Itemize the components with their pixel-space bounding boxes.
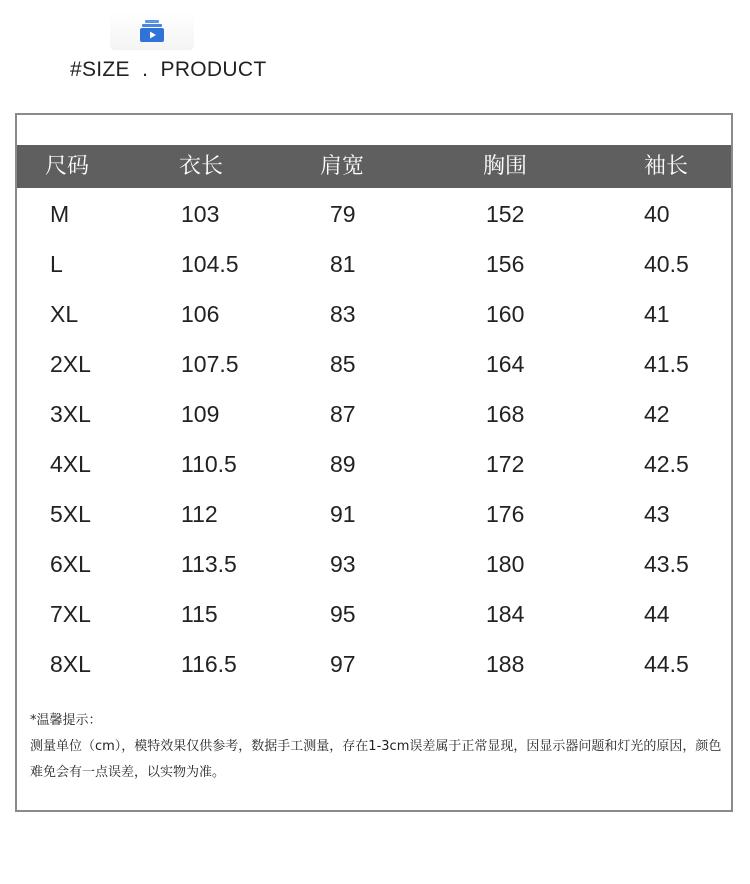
cell-size: 4XL bbox=[50, 451, 91, 477]
cell-sleeve: 40 bbox=[644, 201, 670, 227]
cell-sleeve: 41 bbox=[644, 301, 670, 327]
cell-length: 109 bbox=[181, 401, 220, 427]
cell-size: 2XL bbox=[50, 351, 91, 377]
table-row bbox=[17, 341, 731, 391]
cell-length: 115 bbox=[181, 601, 218, 627]
cell-size: L bbox=[50, 251, 63, 277]
column-header-size: 尺码 bbox=[45, 154, 90, 179]
cell-sleeve: 41.5 bbox=[644, 351, 689, 377]
cell-size: M bbox=[50, 201, 70, 227]
cell-sleeve: 42 bbox=[644, 401, 670, 427]
cell-shoulder: 81 bbox=[330, 251, 356, 277]
cell-chest: 176 bbox=[486, 501, 525, 527]
cell-sleeve: 40.5 bbox=[644, 251, 689, 277]
cell-sleeve: 44.5 bbox=[644, 651, 689, 677]
cell-shoulder: 83 bbox=[330, 301, 356, 327]
video-folder-icon bbox=[138, 18, 166, 44]
cell-chest: 152 bbox=[486, 201, 525, 227]
table-row bbox=[17, 241, 731, 291]
cell-length: 104.5 bbox=[181, 251, 239, 277]
table-header bbox=[17, 145, 731, 188]
table-row bbox=[17, 441, 731, 491]
cell-size: 6XL bbox=[50, 551, 91, 577]
cell-size: XL bbox=[50, 301, 79, 327]
table-body bbox=[17, 191, 731, 691]
cell-shoulder: 85 bbox=[330, 351, 356, 377]
cell-sleeve: 42.5 bbox=[644, 451, 689, 477]
column-header-sleeve: 袖长 bbox=[644, 154, 689, 179]
cell-size: 7XL bbox=[50, 601, 91, 627]
cell-chest: 188 bbox=[486, 651, 525, 677]
table-row bbox=[17, 491, 731, 541]
cell-shoulder: 87 bbox=[330, 401, 356, 427]
cell-length: 110.5 bbox=[181, 451, 237, 477]
note-label: *温馨提示： bbox=[30, 713, 102, 728]
cell-size: 3XL bbox=[50, 401, 91, 427]
column-header-chest: 胸围 bbox=[483, 154, 528, 179]
cell-sleeve: 43 bbox=[644, 501, 670, 527]
table-row bbox=[17, 391, 731, 441]
cell-size: 8XL bbox=[50, 651, 91, 677]
table-row bbox=[17, 191, 731, 241]
cell-chest: 172 bbox=[486, 451, 525, 477]
column-header-shoulder: 肩宽 bbox=[320, 154, 365, 179]
cell-shoulder: 91 bbox=[330, 501, 356, 527]
table-row bbox=[17, 291, 731, 341]
cell-length: 116.5 bbox=[181, 651, 237, 677]
cell-size: 5XL bbox=[50, 501, 91, 527]
video-folder-icon-box bbox=[110, 12, 194, 50]
table-row bbox=[17, 641, 731, 691]
cell-chest: 160 bbox=[486, 301, 525, 327]
cell-shoulder: 97 bbox=[330, 651, 356, 677]
cell-chest: 180 bbox=[486, 551, 525, 577]
cell-sleeve: 44 bbox=[644, 601, 670, 627]
cell-shoulder: 79 bbox=[330, 201, 356, 227]
cell-sleeve: 43.5 bbox=[644, 551, 689, 577]
size-chart-frame bbox=[15, 113, 733, 812]
cell-length: 103 bbox=[181, 201, 220, 227]
cell-length: 113.5 bbox=[181, 551, 237, 577]
table-row bbox=[17, 541, 731, 591]
cell-shoulder: 95 bbox=[330, 601, 356, 627]
cell-length: 107.5 bbox=[181, 351, 239, 377]
cell-chest: 156 bbox=[486, 251, 525, 277]
cell-chest: 184 bbox=[486, 601, 525, 627]
size-product-title: #SIZE . PRODUCT bbox=[70, 58, 267, 81]
cell-shoulder: 89 bbox=[330, 451, 356, 477]
cell-length: 106 bbox=[181, 301, 220, 327]
column-header-length: 衣长 bbox=[179, 154, 224, 179]
measurement-note bbox=[30, 708, 730, 786]
note-text: 测量单位（cm），模特效果仅供参考，数据手工测量，存在1-3cm误差属于正常显现，因显示器问题和灯光的原因，颜色难免会有一点误差，以实物为准。 bbox=[30, 739, 722, 780]
cell-shoulder: 93 bbox=[330, 551, 356, 577]
cell-chest: 164 bbox=[486, 351, 525, 377]
cell-chest: 168 bbox=[486, 401, 525, 427]
table-row bbox=[17, 591, 731, 641]
cell-length: 112 bbox=[181, 501, 218, 527]
